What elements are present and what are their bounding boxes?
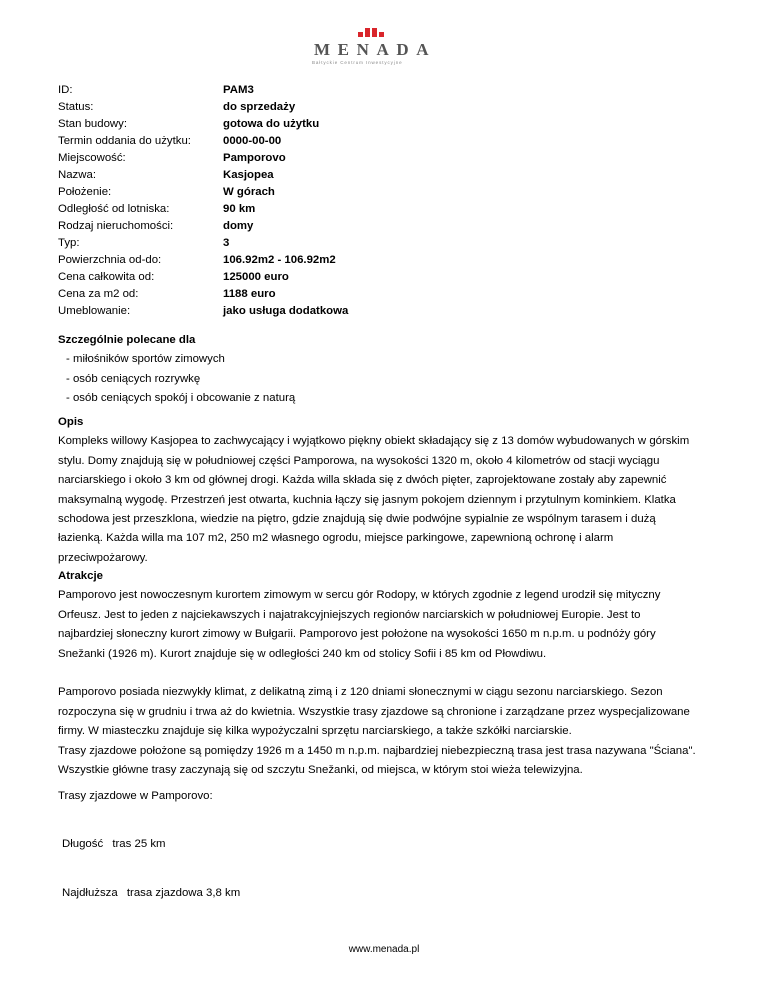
list-item: - miłośników sportów zimowych [66,353,225,366]
property-value: do sprzedaży [223,101,296,113]
attractions-line: Pamporovo jest nowoczesnym kurortem zimowym w sercu gór Rodopy, w których zgodnie z legend urodził się mityczny [58,589,661,602]
attractions-line: najbardziej słoneczny kurort zimowy w Bułgarii. Pamporovo jest położone na wysokości 1650 m n.p.m. u podnóży góry [58,628,656,641]
attractions-line: rozpoczyna się w grudniu i trwa aż do kwietnia. Wszystkie trasy zjazdowe są chronione i zarządzane przez wyspecjalizowane [58,705,690,718]
logo-wordmark: MENADA [314,40,437,59]
recommended-heading: Szczególnie polecane dla [58,334,196,346]
property-label: Cena za m2 od: [58,288,139,300]
attractions-line: Orfeusz. Jest to jeden z najciekawszych i najatrakcyjniejszych regionów narciarskich w południowej Europie. Jest to [58,608,641,621]
property-value: 125000 euro [223,271,289,283]
property-value: 0000-00-00 [223,135,282,147]
property-label: Nazwa: [58,169,96,181]
slopes-title: Trasy zjazdowe w Pamporovo: [58,790,213,802]
property-label: Umeblowanie: [58,305,131,317]
property-label: Miejscowość: [58,152,126,164]
attractions-line: Wszystkie główne trasy zaczynają się od szczytu Snežanki, od miejsca, w którym stoi wieża telewizyjna. [58,764,583,777]
property-value: 106.92m2 - 106.92m2 [223,254,336,266]
attractions-line: Pamporovo posiada niezwykły klimat, z delikatną zimą i z 120 dniami słonecznymi w ciągu sezonu narciarskiego. Sezon [58,686,663,699]
list-item: - osób ceniących spokój i obcowanie z naturą [66,392,296,405]
attractions-heading: Atrakcje [58,570,103,582]
description-line: stylu. Domy znajdują się w południowej części Pamporowa, na wysokości 1320 m, około 4 kilometrów od stacji wyciągu [58,454,660,467]
description-line: narciarskiego i około 3 km od głównej drogi. Każda willa składa się z dwóch pięter, zaprojektowane zostały aby zapewnić [58,474,667,487]
property-label: Rodzaj nieruchomości: [58,220,174,232]
slopes-row-value: tras 25 km [112,838,166,850]
property-value: domy [223,220,254,232]
property-label: ID: [58,84,73,96]
property-label: Termin oddania do użytku: [58,135,191,147]
slopes-row [62,838,166,850]
property-label: Stan budowy: [58,118,128,130]
property-label: Status: [58,101,94,113]
property-value: Pamporovo [223,152,286,164]
property-label: Typ: [58,237,80,249]
description-line: schodowa jest przeszklona, wiedzie na piętro, gdzie znajdują się dwie podwójne sypialnie ze wspólnym tarasem i dużą [58,513,656,526]
property-value: 3 [223,237,230,249]
attractions-section [58,567,718,780]
slopes-row-label: Najdłuższa [62,887,118,899]
property-value: 1188 euro [223,288,276,300]
description-heading: Opis [58,416,84,428]
description-line: łazienką. Każda willa ma 107 m2, 250 m2 własnego ogrodu, miejsce parkingowe, zapewnioną ochronę i alarm [58,532,614,545]
slopes-row-value: trasa zjazdowa 3,8 km [126,887,241,899]
property-value: 90 km [223,203,256,215]
description-line: Kompleks willowy Kasjopea to zachwycający i wyjątkowo piękny obiekt składający się z 13 domów wybudowanych w górskim [58,435,690,448]
slopes-row [62,887,240,899]
property-label: Odległość od lotniska: [58,203,170,215]
logo-subtitle: Bałtyckie Centrum Inwestycyjne [312,60,403,65]
property-value: PAM3 [223,84,254,96]
property-value: jako usługa dodatkowa [223,305,349,317]
property-label: Powierzchnia od-do: [58,254,162,266]
property-label: Cena całkowita od: [58,271,155,283]
property-label: Położenie: [58,186,112,198]
recommended-section [58,331,718,409]
description-line: przeciwpożarowy. [58,551,148,564]
description-line: maksymalną wygodę. Przestrzeń jest otwarta, kuchnia łączy się jasnym pokojem dziennym i przytulnym kominkiem. Klatka [58,493,676,506]
attractions-line: Trasy zjazdowe położone są pomiędzy 1926 m a 1450 m n.p.m. najbardziej niebezpieczną trasa jest trasa nazywana "Ściana". [58,744,696,757]
property-value: W górach [223,186,275,198]
list-item: - osób ceniących rozrywkę [66,372,201,385]
slopes-row-label: Długość [62,838,104,850]
property-value: Kasjopea [223,169,274,181]
description-section [58,413,718,568]
menada-logo [310,28,437,68]
attractions-line: Snežanki (1926 m). Kurort znajduje się w odległości 240 km od stolicy Sofii i 85 km od Płowdiwu. [58,647,547,660]
property-value: gotowa do użytku [223,118,320,130]
attractions-line: firmy. W miasteczku znajduje się kilka wypożyczalni sprzętu narciarskiego, a także szkółki narciarskie. [58,725,572,738]
footer-url: www.menada.pl [348,944,420,955]
